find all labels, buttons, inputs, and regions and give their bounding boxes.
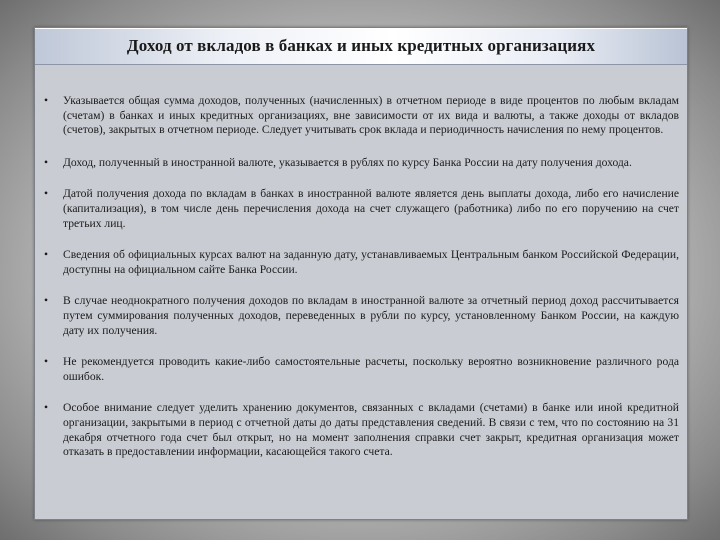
bullet-dot-icon: • [44, 355, 49, 369]
slide [34, 27, 688, 520]
bullet-text: Датой получения дохода по вкладам в банках в иностранной валюте является день выплаты дохода, либо его начисление (капитализация), в том числе день перечисления дохода на счет служащего (работника) либо по его поручению на счет третьих лиц. [63, 187, 679, 230]
bullet-dot-icon: • [44, 294, 49, 308]
bullet-item [41, 156, 681, 171]
slide-content [41, 66, 681, 460]
bullet-item [41, 401, 681, 459]
bullet-text: В случае неоднократного получения доходов по вкладам в иностранной валюте за отчетный период доход рассчитывается путем суммирования полученных доходов, переведенных в рубли по курсу, установленному Банком России, на каждую дату их получения. [63, 294, 679, 337]
bullet-dot-icon: • [44, 155, 49, 169]
bullet-item [41, 94, 681, 138]
title-bar [35, 28, 687, 65]
bullet-text: Особое внимание следует уделить хранению документов, связанных с вкладами (счетами) в банке или иной кредитной организации, закрытыми в период с отчетной даты до даты представления сведений. В связи с тем, что по состоянию на 31 декабря отчетного года счет был открыт, но на момент заполнения справки счет закрыт, кредитная организация может отказать в предоставлении информации, касающейся такого счета. [63, 401, 679, 459]
bullet-item [41, 248, 681, 277]
bullet-dot-icon: • [44, 187, 49, 201]
bullet-dot-icon: • [44, 401, 49, 415]
bullet-text: Указывается общая сумма доходов, полученных (начисленных) в отчетном периоде в виде процентов по любым вкладам (счетам) в банках и иных кредитных организациях, вне зависимости от их вида и валюты, а также доходы от вкладов (счетов), закрытых в отчетном периоде. Следует учитывать срок вклада и периодичность начисления по нему процентов. [63, 94, 679, 137]
slide-title: Доход от вкладов в банках и иных кредитных организациях [126, 36, 596, 55]
bullet-text: Сведения об официальных курсах валют на заданную дату, устанавливаемых Центральным банком Российской Федерации, доступны на официальном сайте Банка России. [63, 248, 679, 276]
bullet-text: Не рекомендуется проводить какие-либо самостоятельные расчеты, поскольку вероятно возникновение различного рода ошибок. [63, 355, 679, 383]
bullet-item [41, 355, 681, 384]
bullet-item [41, 294, 681, 338]
bullet-text: Доход, полученный в иностранной валюте, указывается в рублях по курсу Банка России на дату получения дохода. [63, 155, 632, 169]
bullet-dot-icon: • [44, 94, 49, 107]
bullet-item [41, 187, 681, 231]
bullet-dot-icon: • [44, 248, 49, 262]
